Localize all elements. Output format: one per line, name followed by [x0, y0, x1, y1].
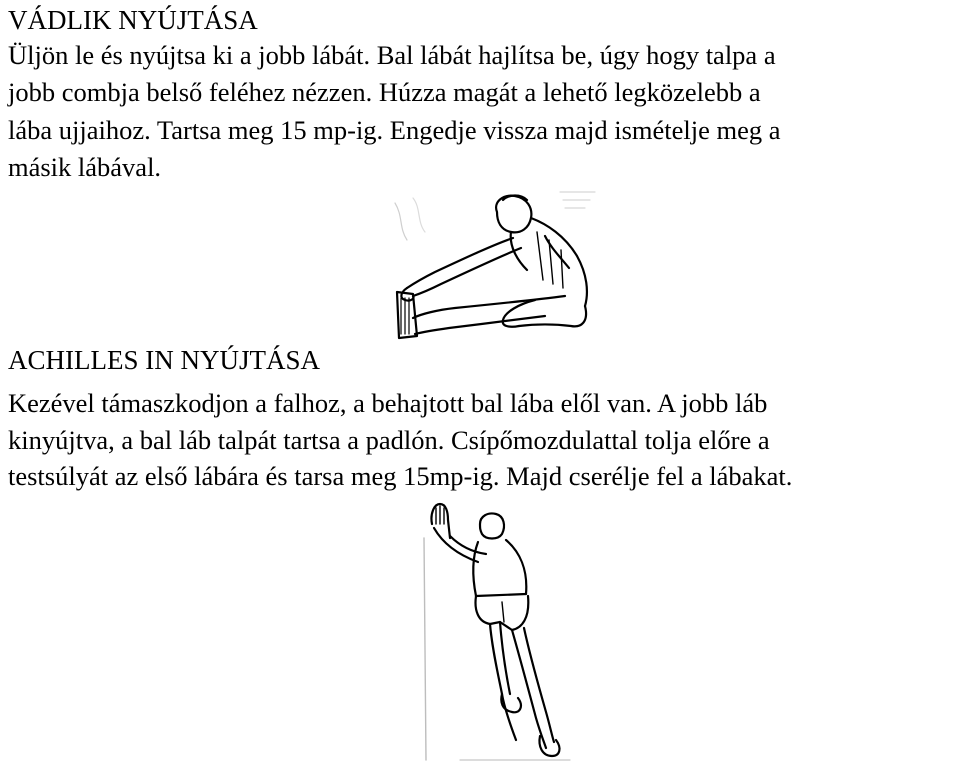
wall-achilles-stretch-illustration: [420, 498, 580, 766]
seated-calf-stretch-illustration: [385, 188, 600, 343]
section-text-line: Kezével támaszkodjon a falhoz, a behajtott bal lába elől van. A jobb láb: [8, 388, 768, 418]
section-title-achilles: ACHILLES IN NYÚJTÁSA: [8, 345, 320, 375]
section-title-calf: VÁDLIK NYÚJTÁSA: [8, 5, 258, 35]
section-text-line: lába ujjaihoz. Tartsa meg 15 mp-ig. Engedje vissza majd ismételje meg a: [8, 115, 781, 145]
section-text-line: jobb combja belső feléhez nézzen. Húzza magát a lehető legközelebb a: [8, 77, 761, 107]
section-text-line: Üljön le és nyújtsa ki a jobb lábát. Bal lábát hajlítsa be, úgy hogy talpa a: [8, 40, 776, 70]
section-text-line: másik lábával.: [8, 152, 162, 182]
section-text-line: testsúlyát az első lábára és tarsa meg 15mp-ig. Majd cserélje fel a lábakat.: [8, 461, 793, 491]
section-text-line: kinyújtva, a bal láb talpát tartsa a padlón. Csípőmozdulattal tolja előre a: [8, 425, 770, 455]
